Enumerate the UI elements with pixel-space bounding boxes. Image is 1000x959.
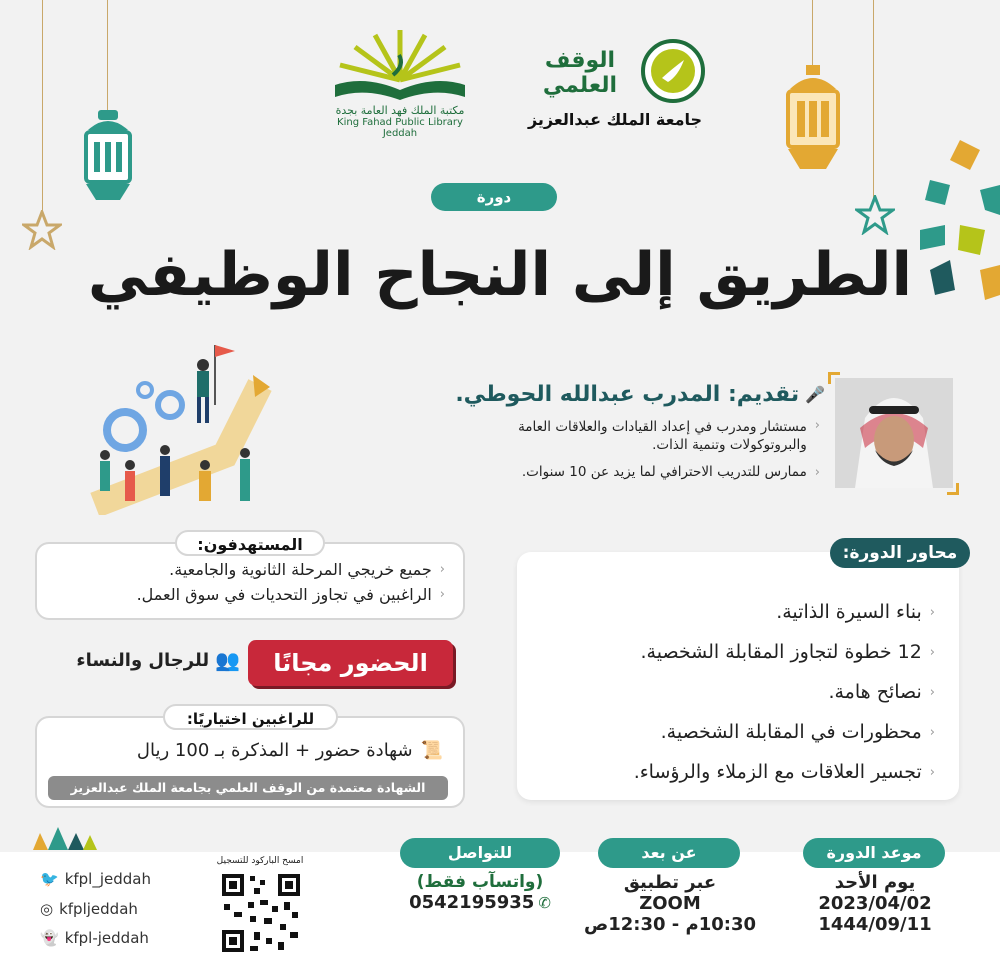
microphone-icon: 🎤	[805, 385, 825, 404]
remote-time: 10:30م - 12:30ص	[583, 914, 756, 935]
list-item: ‹ نصائح هامة.	[828, 681, 935, 703]
optional-card: 📜 شهادة حضور + المذكرة بـ 100 ريال	[35, 716, 465, 808]
list-item: ‹ ممارس للتدريب الاحترافي لما يزيد عن 10 سنوات.	[521, 464, 820, 481]
waqf-logo	[520, 38, 710, 138]
snapchat-icon: 👻	[40, 929, 59, 947]
list-item: ‹ تجسير العلاقات مع الزملاء والرؤساء.	[633, 761, 935, 783]
library-logo	[320, 25, 480, 139]
ornament-icon	[28, 815, 98, 853]
schedule-date-gregorian: 2023/04/02	[818, 893, 932, 914]
trainer-bullets	[440, 418, 820, 480]
chevron-left-icon: ‹	[814, 418, 820, 433]
waqf-emblem-icon	[640, 38, 706, 104]
axes-card	[517, 552, 959, 800]
waqf-name-ar: الوقف العلمي	[542, 48, 618, 98]
qr-code[interactable]	[220, 872, 302, 954]
whatsapp-icon: ✆	[538, 893, 551, 912]
list-item: ‹ مستشار ومدرب في إعداد القيادات والعلاقات العامة والبروتوكولات وتنمية الذات.	[518, 418, 820, 454]
trainer-heading	[420, 382, 825, 407]
social-twitter[interactable]: 🐦 kfpl_jeddah	[40, 870, 151, 888]
university-name-ar: جامعة الملك عبدالعزيز	[527, 110, 703, 129]
instagram-icon: ◎	[40, 900, 54, 918]
contact-info	[390, 872, 570, 913]
lantern-icon	[782, 65, 844, 175]
course-badge: دورة	[431, 183, 557, 211]
certificate-icon: 📜	[420, 740, 443, 761]
contact-heading: للتواصل	[400, 838, 560, 868]
frame-corner	[828, 372, 840, 384]
schedule-day: يوم الأحد	[834, 872, 916, 893]
social-instagram[interactable]: ◎ kfpljeddah	[40, 900, 138, 918]
course-title: الطريق إلى النجاح الوظيفي	[87, 240, 913, 310]
certificate-note: الشهادة معتمدة من الوقف العلمي بجامعة الملك عبدالعزيز	[48, 776, 448, 800]
trainer-heading-text: تقديم: المدرب عبدالله الحوطي.	[455, 382, 800, 407]
remote-info	[580, 872, 760, 935]
career-growth-illustration	[85, 335, 275, 515]
free-attendance-button: الحضور مجانًا	[248, 640, 453, 686]
list-item: ‹ بناء السيرة الذاتية.	[776, 601, 935, 623]
remote-heading: عن بعد	[598, 838, 740, 868]
remote-via: عبر تطبيق	[623, 872, 717, 893]
schedule-date-hijri: 1444/09/11	[818, 914, 932, 935]
axes-heading: محاور الدورة:	[830, 538, 970, 568]
list-item: ‹ الراغبين في تجاوز التحديات في سوق العمل.	[136, 585, 445, 604]
audience-heading: المستهدفون:	[175, 530, 325, 556]
attendance-audience: 👥 للرجال والنساء	[76, 648, 240, 672]
chevron-left-icon: ‹	[439, 587, 445, 602]
twitter-icon: 🐦	[40, 870, 59, 888]
contact-note: (واتسآب فقط)	[416, 872, 544, 892]
chevron-left-icon: ‹	[439, 562, 445, 577]
list-item: ‹ 12 خطوة لتجاوز المقابلة الشخصية.	[640, 641, 935, 663]
library-name-ar: مكتبة الملك فهد العامة بجدة	[335, 104, 465, 117]
contact-phone[interactable]: 0542195935	[409, 892, 535, 913]
remote-app: ZOOM	[639, 893, 701, 914]
schedule-info	[795, 872, 955, 935]
people-icon: 👥	[215, 648, 240, 672]
qr-caption: امسح الباركود للتسجيل	[216, 856, 304, 866]
star-icon	[855, 195, 895, 235]
frame-corner	[947, 483, 959, 495]
optional-heading: للراغبين اختياريًا:	[163, 704, 338, 730]
chevron-left-icon: ‹	[814, 464, 820, 480]
trainer-photo	[835, 378, 953, 488]
library-name-en: King Fahad Public Library Jeddah	[337, 117, 463, 139]
book-sunburst-icon	[325, 25, 475, 100]
schedule-heading: موعد الدورة	[803, 838, 945, 868]
list-item: ‹ جميع خريجي المرحلة الثانوية والجامعية.	[169, 560, 445, 579]
lantern-icon	[80, 110, 136, 205]
social-snapchat[interactable]: 👻 kfpl-jeddah	[40, 929, 149, 947]
list-item: ‹ محظورات في المقابلة الشخصية.	[660, 721, 935, 743]
